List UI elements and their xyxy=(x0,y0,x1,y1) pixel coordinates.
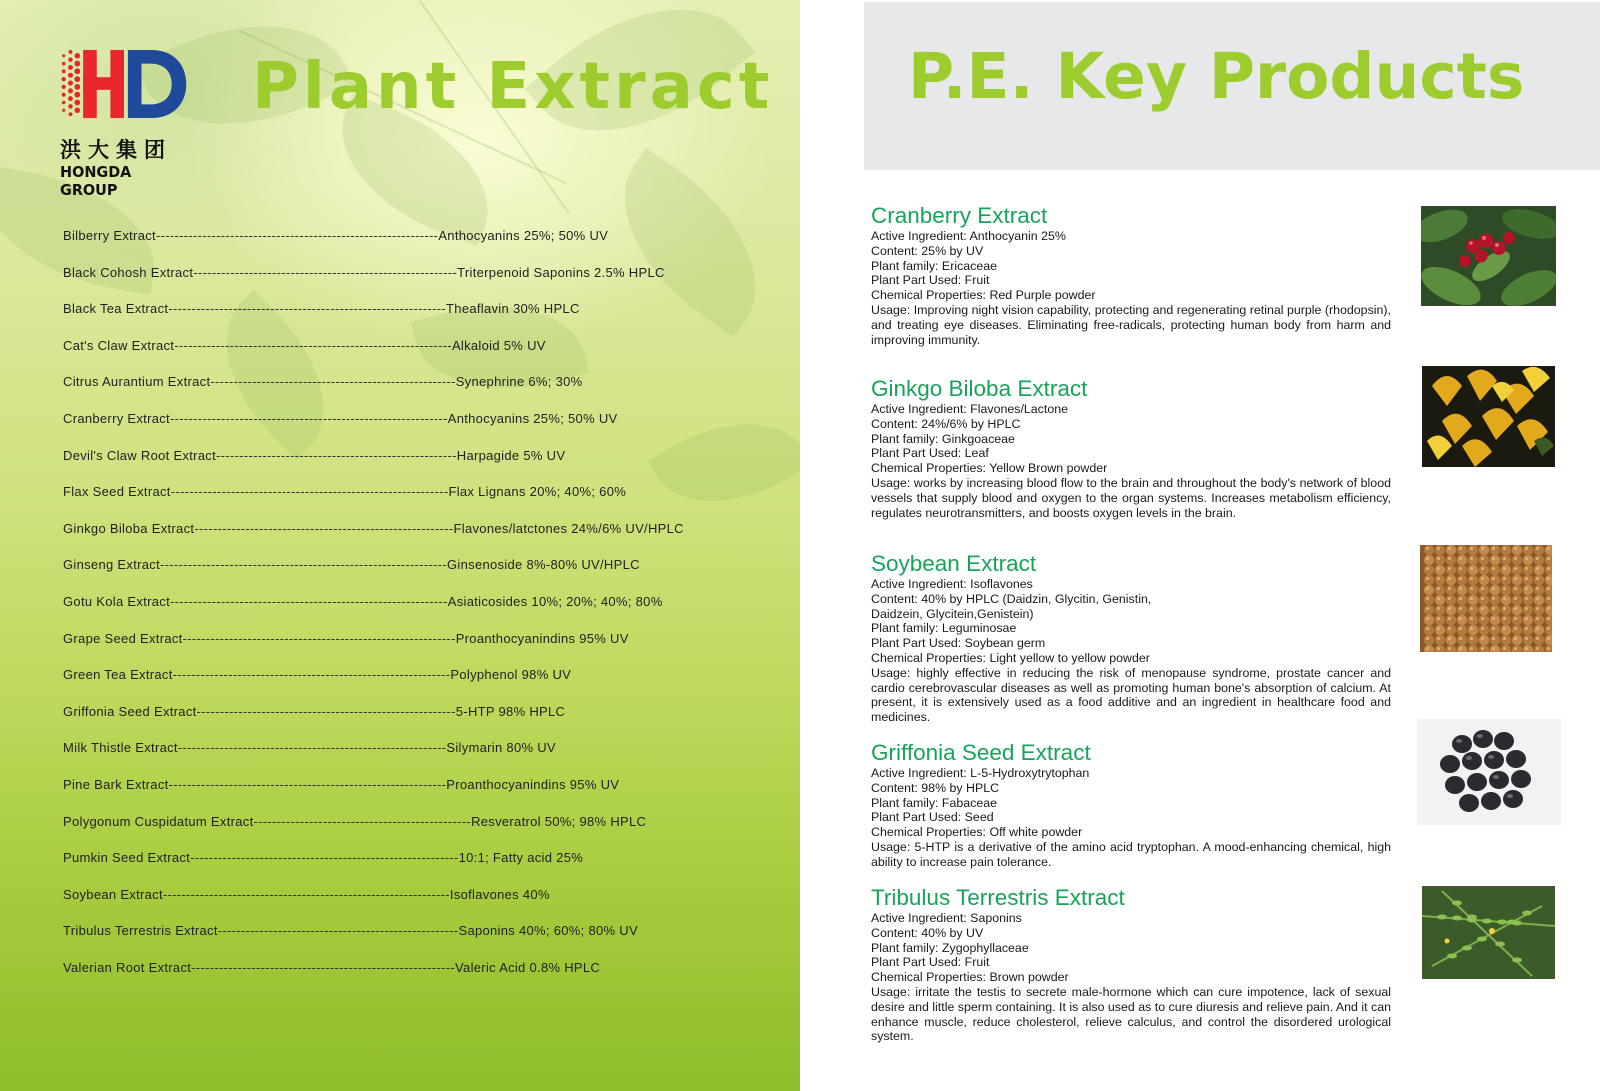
product-name: Tribulus Terrestris Extract xyxy=(871,885,1125,910)
dotted-leader: ------------------------------------------------------------ xyxy=(169,410,448,426)
extract-name: Soybean Extract xyxy=(63,886,163,902)
extract-name: Milk Thistle Extract xyxy=(63,740,178,756)
dotted-leader: -------------------------------------------------------- xyxy=(194,520,454,536)
dotted-leader: ------------------------------------------------------------ xyxy=(168,301,447,317)
extract-name: Green Tea Extract xyxy=(63,667,173,683)
extract-row xyxy=(63,557,783,594)
extract-spec: Proanthocyanindins 95% UV xyxy=(446,776,620,792)
extract-name: Citrus Aurantium Extract xyxy=(63,374,211,390)
extract-row xyxy=(63,740,783,777)
dotted-leader: ---------------------------------------------------------- xyxy=(190,850,459,866)
dotted-leader: ----------------------------------------------------- xyxy=(210,374,456,390)
product-detail-line: Active Ingredient: Anthocyanin 25% xyxy=(871,229,1066,243)
product-usage: Usage: irritate the testis to secrete male-hormone which can cure impotence, lack of sexual desire and little sperm containing. It is also used as to cure diuresis and relieve pain. And it can enhance muscle, reduce cholesterol, relieve calculus, and control the disordered urological system. xyxy=(871,984,1392,1044)
extract-name: Tribulus Terrestris Extract xyxy=(63,923,218,939)
extract-spec: Synephrine 6%; 30% xyxy=(455,374,583,390)
extract-name: Polygonum Cuspidatum Extract xyxy=(63,813,254,829)
dotted-leader: ------------------------------------------------------------ xyxy=(174,337,452,353)
extract-spec: Harpagide 5% UV xyxy=(456,447,566,463)
product-card xyxy=(871,885,1391,1044)
extract-row xyxy=(63,923,783,960)
soybeans-photo xyxy=(1420,545,1552,652)
extract-name: Bilberry Extract xyxy=(63,228,156,243)
product-detail-line: Plant Part Used: Soybean germ xyxy=(871,636,1046,651)
extract-row xyxy=(63,521,783,558)
extract-row xyxy=(63,228,783,265)
dotted-leader: ------------------------------------------------------------- xyxy=(155,228,439,243)
extract-row xyxy=(63,484,783,521)
extract-spec: Anthocyanins 25%; 50% UV xyxy=(447,410,618,426)
product-detail-line: Plant Part Used: Seed xyxy=(871,810,994,825)
extract-spec: Flavones/latctones 24%/6% UV/HPLC xyxy=(453,520,684,536)
product-detail-line: Chemical Properties: Red Purple powder xyxy=(871,288,1096,303)
product-detail-line: Content: 40% by HPLC (Daidzin, Glycitin, Genistin, xyxy=(871,591,1152,606)
extract-row xyxy=(63,704,783,741)
extract-spec: Polyphenol 98% UV xyxy=(450,667,572,683)
product-detail-line: Active Ingredient: Saponins xyxy=(871,911,1022,925)
product-detail-line: Chemical Properties: Light yellow to yellow powder xyxy=(871,650,1150,665)
product-detail-line: Plant Part Used: Fruit xyxy=(871,273,990,288)
product-detail-line: Chemical Properties: Brown powder xyxy=(871,970,1069,985)
extract-spec: Saponins 40%; 60%; 80% UV xyxy=(458,923,638,939)
dotted-leader: ---------------------------------------------------------- xyxy=(177,740,447,756)
extract-name: Ginseng Extract xyxy=(63,557,160,573)
product-detail-line: Content: 25% by UV xyxy=(871,243,984,258)
brand-english-name: HONGDA GROUP xyxy=(60,163,132,199)
tribulus-plant-photo xyxy=(1422,886,1555,979)
extract-row xyxy=(63,594,783,631)
extract-spec: Theaflavin 30% HPLC xyxy=(446,301,580,317)
extract-spec: Valeric Acid 0.8% HPLC xyxy=(455,959,601,975)
product-usage: Usage: works by increasing blood flow to the brain and throughout the body's network of blood vessels that supply blood and oxygen to the organ systems. Increases metabolism efficiency, regulates neurotransmitters, and boosts oxygen levels in the brain. xyxy=(871,475,1391,520)
extract-spec: Ginsenoside 8%-80% UV/HPLC xyxy=(447,557,640,573)
griffonia-seeds-photo xyxy=(1417,719,1561,825)
extract-row xyxy=(63,667,783,704)
extract-name: Valerian Root Extract xyxy=(63,959,192,975)
left-page-title: Plant Extract xyxy=(252,50,774,124)
extract-spec: Flax Lignans 20%; 40%; 60% xyxy=(448,484,627,500)
extract-row xyxy=(63,374,783,411)
dotted-leader: ----------------------------------------------------------- xyxy=(182,630,456,646)
extract-spec: Isoflavones 40% xyxy=(449,886,550,902)
extract-name: Cat's Claw Extract xyxy=(63,337,175,353)
extract-row xyxy=(63,850,783,887)
extract-name: Griffonia Seed Extract xyxy=(63,703,197,719)
extract-spec: Asiaticosides 10%; 20%; 40%; 80% xyxy=(447,593,663,609)
extract-row xyxy=(63,631,783,668)
extract-row xyxy=(63,887,783,924)
red-berries-photo xyxy=(1421,206,1556,306)
product-usage: Usage: 5-HTP is a derivative of the amino acid tryptophan. A mood-enhancing chemical, high ability to increase pain tolerance. xyxy=(871,839,1391,869)
extract-spec: Proanthocyanindins 95% UV xyxy=(455,630,629,646)
product-card xyxy=(871,551,1391,725)
product-detail-line: Plant family: Ginkgoaceae xyxy=(871,431,1015,446)
extract-list xyxy=(63,228,783,996)
extract-spec: Anthocyanins 25%; 50% UV xyxy=(438,228,609,243)
dotted-leader: ---------------------------------------------------- xyxy=(217,923,459,939)
dotted-leader: ------------------------------------------------------------ xyxy=(169,593,448,609)
extract-row xyxy=(63,448,783,485)
extract-row xyxy=(63,411,783,448)
product-card xyxy=(871,376,1391,520)
brand-chinese-name: 洪大集团 xyxy=(60,138,172,162)
product-name: Soybean Extract xyxy=(871,551,1037,576)
extract-spec: Triterpenoid Saponins 2.5% HPLC xyxy=(457,264,665,280)
right-page-title: P.E. Key Products xyxy=(908,40,1525,113)
extract-row xyxy=(63,301,783,338)
extract-row xyxy=(63,777,783,814)
dotted-leader: --------------------------------------------------------- xyxy=(191,959,456,975)
extract-name: Devil's Claw Root Extract xyxy=(63,447,217,463)
product-detail-line: Active Ingredient: Flavones/Lactone xyxy=(871,402,1068,416)
ginkgo-leaves-photo xyxy=(1422,366,1555,467)
product-name: Ginkgo Biloba Extract xyxy=(871,376,1088,401)
dotted-leader: -------------------------------------------------------------- xyxy=(162,886,450,902)
extract-name: Cranberry Extract xyxy=(63,410,170,426)
product-detail-line: Plant family: Leguminosae xyxy=(871,621,1017,636)
extract-name: Pine Bark Extract xyxy=(63,776,169,792)
dotted-leader: ---------------------------------------------------- xyxy=(216,447,457,463)
product-usage: Usage: highly effective in reducing the risk of menopause syndrome, prostate cancer and cardio cerebrovascular diseases as well as promoting human bone's absorption of calcium. At present, it is extensively used as a food additive and an ingredient in healthcare food and medicines. xyxy=(871,665,1391,725)
extract-name: Pumkin Seed Extract xyxy=(63,850,191,866)
extract-row xyxy=(63,338,783,375)
extract-spec: Alkaloid 5% UV xyxy=(451,337,546,353)
product-card xyxy=(871,740,1391,870)
product-detail-line: Daidzein, Glycitein,Genistein) xyxy=(871,606,1034,621)
product-detail-line: Plant Part Used: Leaf xyxy=(871,446,989,461)
dotted-leader: -------------------------------------------------------------- xyxy=(160,557,448,573)
product-detail-line: Content: 98% by HPLC xyxy=(871,780,1000,795)
product-detail-line: Plant family: Ericaceae xyxy=(871,258,998,273)
dotted-leader: ------------------------------------------------------------ xyxy=(168,776,447,792)
product-card xyxy=(871,203,1391,347)
dotted-leader: ------------------------------------------------------------ xyxy=(170,484,449,500)
product-detail-line: Active Ingredient: L-5-Hydroxytrytophan xyxy=(871,766,1090,780)
extract-spec: 10:1; Fatty acid 25% xyxy=(458,850,584,866)
extract-name: Black Tea Extract xyxy=(63,301,169,317)
extract-name: Gotu Kola Extract xyxy=(63,593,170,609)
product-detail-line: Content: 24%/6% by HPLC xyxy=(871,416,1021,431)
dotted-leader: -------------------------------------------------------- xyxy=(196,703,456,719)
extract-row xyxy=(63,265,783,302)
hongda-logo xyxy=(58,48,192,199)
dotted-leader: --------------------------------------------------------- xyxy=(193,264,458,280)
product-detail-line: Plant family: Zygophyllaceae xyxy=(871,940,1029,955)
extract-spec: Silymarin 80% UV xyxy=(446,740,556,756)
dotted-leader: ----------------------------------------------- xyxy=(253,813,472,829)
product-detail-line: Content: 40% by UV xyxy=(871,925,984,940)
extract-name: Flax Seed Extract xyxy=(63,484,171,500)
extract-name: Black Cohosh Extract xyxy=(63,264,194,280)
extract-name: Grape Seed Extract xyxy=(63,630,183,646)
dotted-leader: ------------------------------------------------------------ xyxy=(172,667,451,683)
product-name: Griffonia Seed Extract xyxy=(871,740,1091,765)
extract-spec: Resveratrol 50%; 98% HPLC xyxy=(471,813,647,829)
extract-row xyxy=(63,960,783,997)
product-detail-line: Chemical Properties: Off white powder xyxy=(871,825,1083,840)
product-usage: Usage: Improving night vision capability, protecting and regenerating retinal purple (rhodopsin), and treating eye diseases. Eliminating free-radicals, protecting human body from harm and improving immunity. xyxy=(871,302,1391,347)
product-detail-line: Plant family: Fabaceae xyxy=(871,795,998,810)
extract-name: Ginkgo Biloba Extract xyxy=(63,520,195,536)
product-name: Cranberry Extract xyxy=(871,203,1048,228)
extract-spec: 5-HTP 98% HPLC xyxy=(455,703,566,719)
extract-row xyxy=(63,814,783,851)
product-detail-line: Chemical Properties: Yellow Brown powder xyxy=(871,461,1108,476)
hongda-hd-logo-mark xyxy=(58,48,190,120)
product-detail-line: Active Ingredient: Isoflavones xyxy=(871,577,1033,591)
product-detail-line: Plant Part Used: Fruit xyxy=(871,955,990,970)
